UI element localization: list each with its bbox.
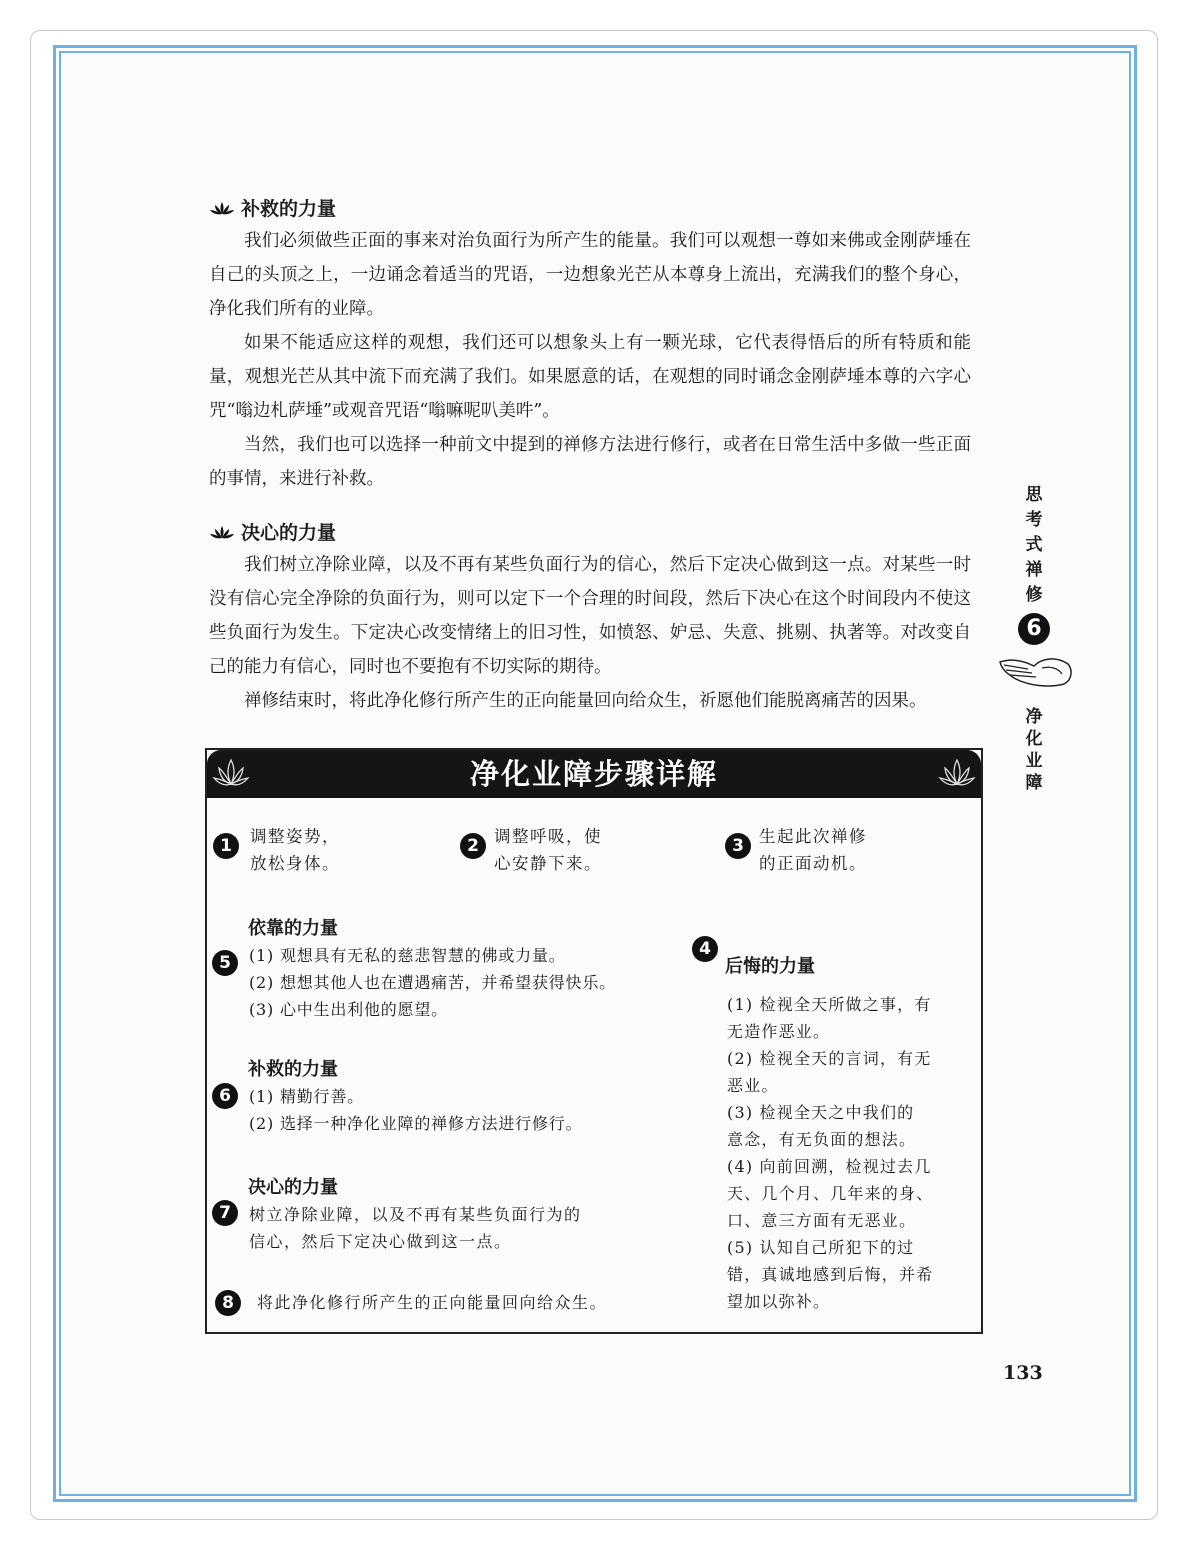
list-item: (2) 检视全天的言词，有无 <box>727 1049 932 1068</box>
step-line: 调整呼吸，使 <box>494 827 602 846</box>
step-5-badge: 5 <box>212 950 238 976</box>
list-item: (3) 心中生出利他的愿望。 <box>249 1000 448 1019</box>
side-char: 障 <box>1025 773 1043 793</box>
list-item: 树立净除业障，以及不再有某些负面行为的 <box>249 1205 582 1224</box>
side-char: 思 <box>1025 485 1043 505</box>
steps-box <box>205 748 983 1334</box>
steps-box-title: 净化业障步骤详解 <box>469 757 718 791</box>
list-item: (5) 认知自己所犯下的过 <box>727 1238 915 1257</box>
step-1-text <box>250 823 340 877</box>
paragraph: 禅修结束时，将此净化修行所产生的正向能量回向给众生，祈愿他们能脱离痛苦的因果。 <box>244 691 927 711</box>
step-line: 的正面动机。 <box>759 854 867 873</box>
side-char: 禅 <box>1025 560 1043 580</box>
list-item: 恶业。 <box>727 1076 779 1095</box>
step-5-list <box>249 942 616 1023</box>
list-item: 望加以弥补。 <box>727 1292 831 1311</box>
step-line: 生起此次禅修 <box>759 827 867 846</box>
list-item: (4) 向前回溯，检视过去几 <box>727 1157 932 1176</box>
list-item: (1) 检视全天所做之事，有 <box>727 995 932 1014</box>
step-1-badge: 1 <box>213 833 239 859</box>
paragraph: 我们树立净除业障，以及不再有某些负面行为的信心，然后下定决心做到这一点。对某些一时没有信心完全净除的负面行为，则可以定下一个合理的时间段，然后下决心在这个时间段内不使这些负面行为发生。下定决心改变情绪上的旧习性，如愤怒、妒忌、失意、挑剔、执著等。对改变自己的能力有信心，同时也不要抱有不切实际的期待。 <box>209 555 971 677</box>
step-5-title: 依靠的力量 <box>248 918 338 939</box>
side-char: 修 <box>1025 585 1043 605</box>
paragraph: 我们必须做些正面的事来对治负面行为所产生的能量。我们可以观想一尊如来佛或金刚萨埵在自己的头顶之上，一边诵念着适当的咒语，一边想象光芒从本尊身上流出，充满我们的整个身心，净化我们所有的业障。 <box>209 231 971 319</box>
list-item: 信心，然后下定决心做到这一点。 <box>249 1232 512 1251</box>
list-item: (2) 选择一种净化业障的禅修方法进行修行。 <box>249 1114 583 1133</box>
step-4-title: 后悔的力量 <box>725 956 815 977</box>
step-7-list <box>249 1201 582 1255</box>
step-6-title: 补救的力量 <box>248 1059 338 1080</box>
section-title-remedy <box>209 194 336 221</box>
lotus-icon <box>209 200 235 216</box>
list-item: (2) 想想其他人也在遭遇痛苦，并希望获得快乐。 <box>249 973 616 992</box>
step-3-badge: 3 <box>725 833 751 859</box>
side-char: 考 <box>1025 510 1043 530</box>
list-item: 天、几个月、几年来的身、 <box>727 1184 934 1203</box>
section-body-resolve <box>209 548 971 718</box>
step-line: 放松身体。 <box>250 854 340 873</box>
paragraph: 当然，我们也可以选择一种前文中提到的禅修方法进行修行，或者在日常生活中多做一些正面的事情，来进行补救。 <box>209 435 971 489</box>
side-char: 净 <box>1025 707 1043 727</box>
step-7-badge: 7 <box>212 1200 238 1226</box>
step-4-list <box>727 991 933 1315</box>
side-char: 业 <box>1025 751 1043 771</box>
list-item: 口、意三方面有无恶业。 <box>727 1211 917 1230</box>
hand-icon <box>998 648 1076 690</box>
section-title-text: 补救的力量 <box>241 198 337 220</box>
side-char: 化 <box>1025 729 1043 749</box>
step-2-badge: 2 <box>460 833 486 859</box>
list-item: (1) 观想具有无私的慈悲智慧的佛或力量。 <box>249 946 566 965</box>
side-char: 式 <box>1025 535 1043 555</box>
step-7-title: 决心的力量 <box>248 1177 338 1198</box>
step-line: 心安静下来。 <box>494 854 602 873</box>
section-title-text: 决心的力量 <box>241 522 337 544</box>
list-item: (1) 精勤行善。 <box>249 1087 364 1106</box>
step-6-list <box>249 1083 582 1137</box>
list-item: 意念，有无负面的想法。 <box>727 1130 917 1149</box>
step-line: 调整姿势， <box>250 827 340 846</box>
step-2-text <box>494 823 602 877</box>
section-title-resolve <box>209 518 336 545</box>
list-item: 无造作恶业。 <box>727 1022 831 1041</box>
list-item: (3) 检视全天之中我们的 <box>727 1103 915 1122</box>
page-number: 133 <box>1003 1362 1043 1384</box>
step-8-text: 将此净化修行所产生的正向能量回向给众生。 <box>257 1293 608 1312</box>
side-chapter-label <box>1020 483 1048 608</box>
paragraph: 如果不能适应这样的观想，我们还可以想象头上有一颗光球，它代表得悟后的所有特质和能量，观想光芒从其中流下而充满了我们。如果愿意的话，在观想的同时诵念金刚萨埵本尊的六字心咒“嗡边札萨埵”或观音咒语“嗡嘛呢叭美吽”。 <box>209 333 971 421</box>
step-6-badge: 6 <box>212 1083 238 1109</box>
chapter-number-badge: 6 <box>1018 613 1050 645</box>
lotus-icon <box>209 524 235 540</box>
step-8-badge: 8 <box>215 1290 241 1316</box>
section-body-remedy <box>209 224 971 496</box>
step-3-text <box>759 823 867 877</box>
steps-box-header <box>207 750 981 798</box>
side-topic-label <box>1020 706 1048 794</box>
list-item: 错，真诚地感到后悔，并希 <box>727 1265 934 1284</box>
step-4-badge: 4 <box>692 936 718 962</box>
